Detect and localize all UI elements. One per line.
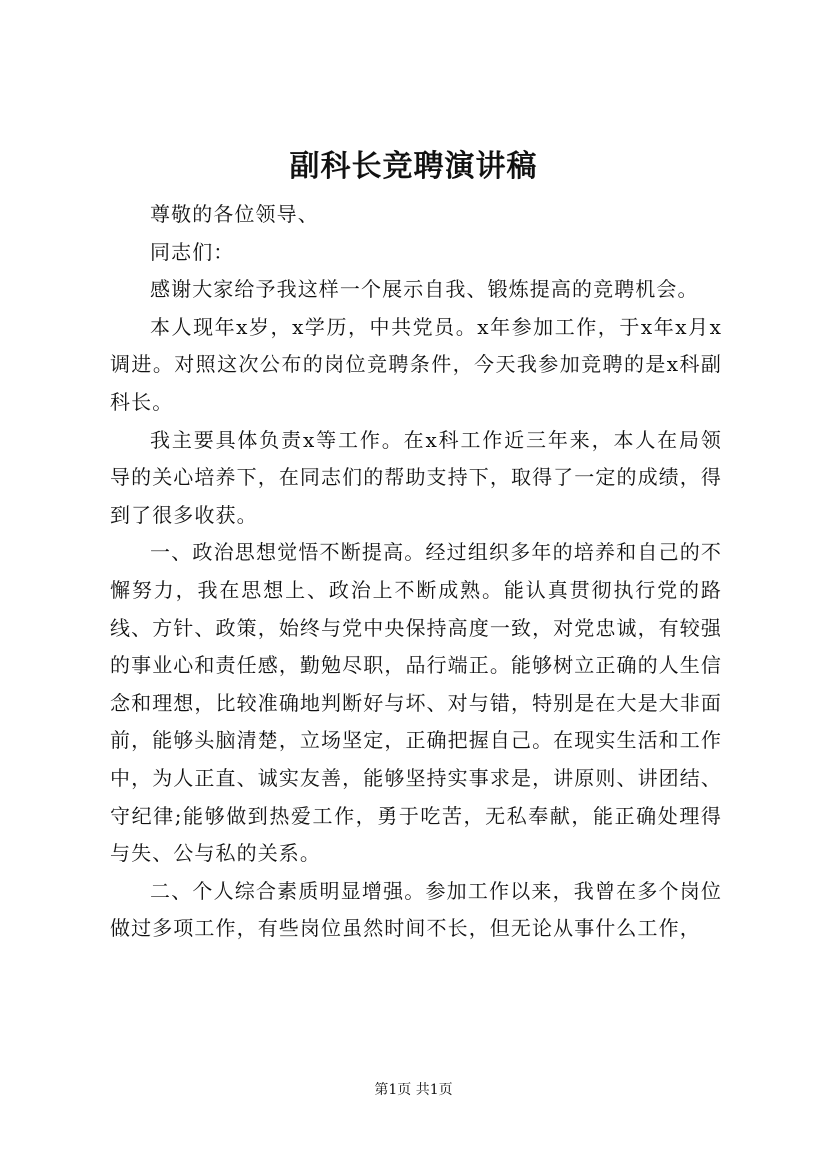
paragraph-political-thought: 一、政治思想觉悟不断提高。经过组织多年的培养和自己的不懈努力，我在思想上、政治上不断成熟。能认真贯彻执行党的路线、方针、政策，始终与党中央保持高度一致，对党忠诚，有较强的事业心和责任感，勤勉尽职，品行端正。能够树立正确的人生信念和理想，比较准确地判断好与坏、对与错，特别是在大是大非面前，能够头脑清楚，立场坚定，正确把握自己。在现实生活和工作中，为人正直、诚实友善，能够坚持实事求是，讲原则、讲团结、守纪律;能够做到热爱工作，勇于吃苦，无私奉献，能正确处理得与失、公与私的关系。 xyxy=(110,540,722,866)
paragraph-salutation-2: 同志们： xyxy=(150,239,235,264)
paragraph-introduction: 本人现年x岁，x学历，中共党员。x年参加工作，于x年x月x调进。对照这次公布的岗位竞聘条件，今天我参加竞聘的是x科副科长。 xyxy=(110,314,722,414)
paragraph-personal-quality: 二、个人综合素质明显增强。参加工作以来，我曾在多个岗位做过多项工作，有些岗位虽然时间不长，但无论从事什么工作， xyxy=(110,878,722,941)
document-title: 副科长竞聘演讲稿 xyxy=(289,149,538,184)
paragraph-responsibilities: 我主要具体负责x等工作。在x科工作近三年来，本人在局领导的关心培养下，在同志们的帮助支持下，取得了一定的成绩，得到了很多收获。 xyxy=(110,427,722,527)
paragraph-salutation: 尊敬的各位领导、 xyxy=(150,202,319,226)
page-footer: 第1页 共1页 xyxy=(374,1082,453,1098)
paragraph-thanks: 感谢大家给予我这样一个展示自我、锻炼提高的竞聘机会。 xyxy=(150,277,699,302)
document-body xyxy=(110,196,722,948)
